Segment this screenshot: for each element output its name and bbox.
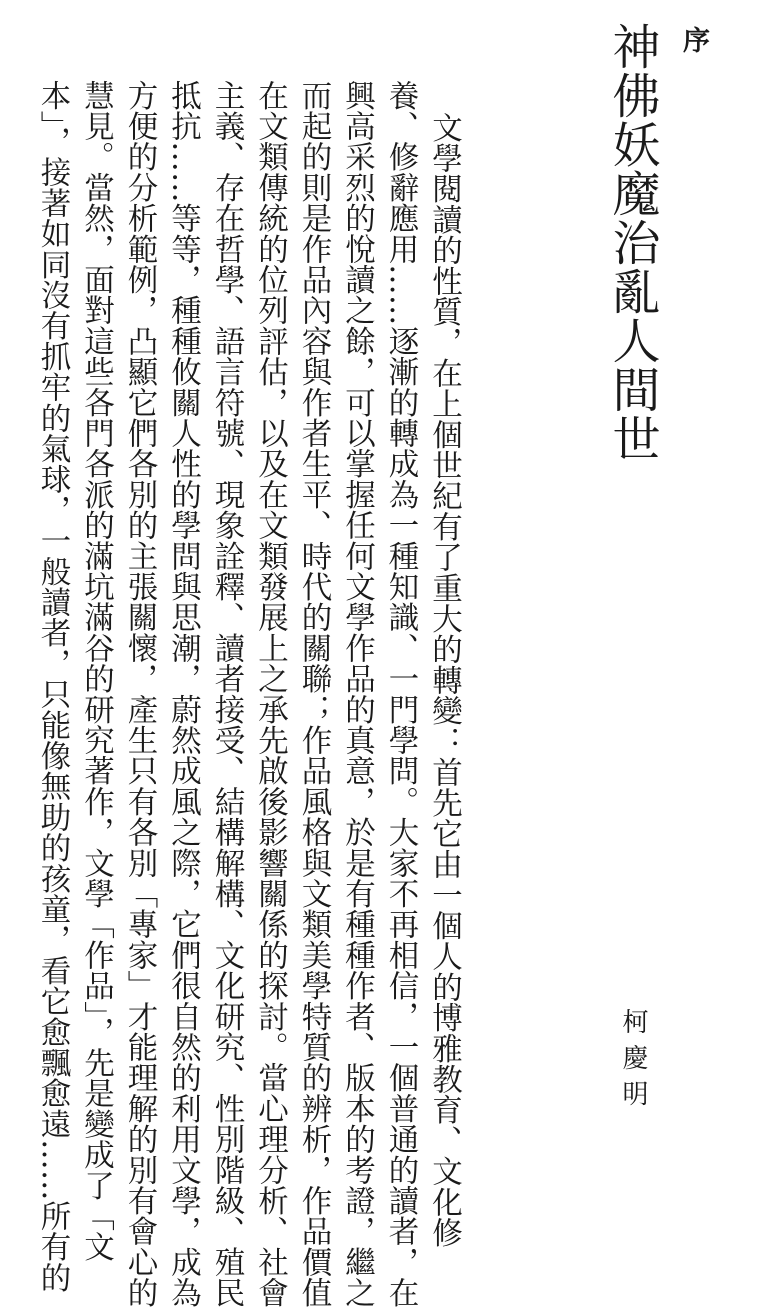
body-line: 興高采烈的悅讀之餘，可以掌握任何文學作品的真意，於是有種種作者、版本的考證，繼之 — [339, 80, 375, 1308]
body-line: 而起的則是作品內容與作者生平、時代的關聯；作品風格與文類美學特質的辨析，作品價值 — [296, 80, 331, 1308]
body-line: 方便的分析範例，凸顯它們各別的主張關懷，產生只有各別「專家」才能理解的別有會心的 — [122, 80, 157, 1308]
body-line: 本」，接著如同沒有抓牢的氣球，一般讀者，只能像無助的孩童，看它愈飄愈遠……所有的 — [35, 80, 70, 1293]
body-line: 在文類傳統的位列評估，以及在文類發展上之承先啟後影響關係的探討。當心理分析、社會 — [252, 80, 288, 1308]
body-line: 抵抗……等等，種種攸關人性的學問與思潮，蔚然成風之際，它們很自然的利用文學，成為 — [165, 80, 201, 1308]
body-line: 文學閱讀的性質，在上個世紀有了重大的轉變：首先它由一個人的博雅教育、文化修 — [426, 112, 462, 1248]
body-line: 慧見。當然，面對這些各門各派的滿坑滿谷的研究著作，文學「作品」，先是變成了「文 — [78, 80, 114, 1263]
section-label: 序 — [678, 26, 709, 53]
body-line: 養、修辭應用……逐漸的轉成為一種知識、一門學問。大家不再相信，一個普通的讀者，在 — [383, 80, 418, 1308]
book-title: 神佛妖魔治亂人間世 — [604, 22, 660, 463]
body-line: 主義、存在哲學、語言符號、現象詮釋、讀者接受、結構解構、文化研究、性別階級、殖民 — [209, 80, 244, 1308]
author-name: 柯慶明 — [618, 1008, 648, 1116]
